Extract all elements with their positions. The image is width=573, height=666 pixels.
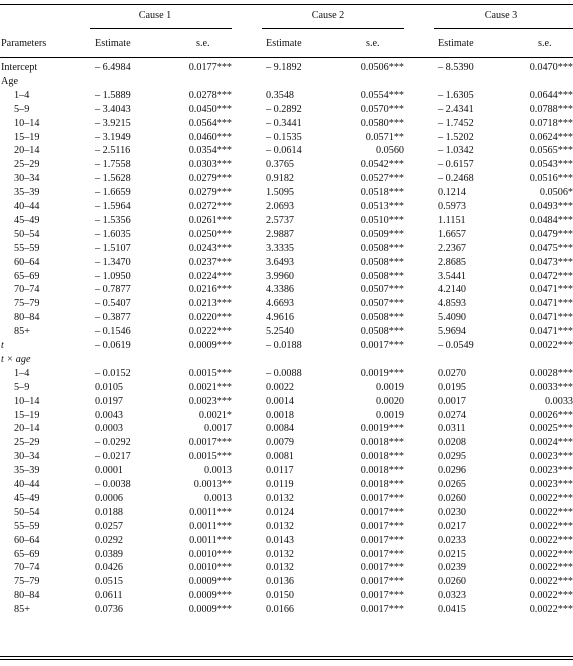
cause-3-se-cell: 0.0479*** (529, 228, 573, 240)
cause-2-se-cell: 0.0019 (375, 409, 404, 421)
cause-3-se-cell: 0.0022*** (529, 548, 573, 560)
cause-2-se-cell: 0.0507*** (360, 298, 404, 310)
cause-2-se-cell: 0.0020 (375, 395, 404, 407)
cause-2-estimate-cell: – 0.0188 (266, 340, 302, 351)
cause-3-estimate-cell: 0.0311 (438, 423, 466, 435)
row-label: 70–74 (14, 562, 40, 574)
cause-1-estimate-cell: – 0.0619 (95, 340, 131, 351)
cause-2-se-cell: 0.0019*** (360, 367, 404, 379)
cause-1-se-cell: 0.0460*** (188, 131, 232, 143)
cause-2-estimate-header: Estimate (266, 38, 302, 49)
cause-3-estimate-cell: 5.9694 (438, 326, 467, 338)
row-label: 75–79 (14, 576, 40, 588)
cause-2-se-cell: 0.0019*** (360, 423, 404, 435)
cause-1-se-cell: 0.0564*** (188, 117, 232, 129)
cause-3-estimate-cell: 0.0260 (438, 576, 467, 588)
cause-3-estimate-cell: – 1.7452 (438, 117, 474, 129)
row-label: 25–29 (14, 159, 40, 171)
cause-3-se-cell: 0.0471*** (529, 284, 573, 296)
cause-3-estimate-cell: – 8.5390 (438, 62, 474, 73)
row-label: 50–54 (14, 228, 40, 240)
cause-2-se-cell: 0.0017*** (360, 604, 404, 616)
cause-1-estimate-cell: – 1.6659 (95, 187, 131, 199)
cause-3-se-cell: 0.0516*** (529, 173, 573, 185)
cause-3-estimate-cell: 3.5441 (438, 270, 467, 282)
cause-2-se-cell: 0.0560 (375, 145, 404, 157)
cause-2-estimate-cell: 0.0084 (266, 423, 295, 435)
cause-3-se-cell: 0.0624*** (529, 131, 573, 143)
cause-1-se-cell: 0.0177*** (188, 62, 232, 73)
row-label: 15–19 (14, 409, 40, 421)
cause-3-se-cell: 0.0471*** (529, 326, 573, 338)
cause-2-estimate-cell: 0.0132 (266, 520, 295, 532)
cause-3-estimate-cell: 0.0208 (438, 437, 467, 449)
cause-1-se-cell: 0.0011*** (189, 520, 232, 532)
cause-1-estimate-cell: 0.0426 (95, 562, 124, 574)
cause-2-se-cell: 0.0017*** (360, 492, 404, 504)
cause-2-se-cell: 0.0017*** (360, 506, 404, 518)
cause-3-se-cell: 0.0506* (539, 187, 573, 199)
cause-3-se-cell: 0.0026*** (529, 409, 573, 421)
cause-3-estimate-cell: 0.1214 (438, 187, 467, 199)
cause-1-se-cell: 0.0017 (203, 423, 232, 435)
row-label: 15–19 (14, 131, 40, 143)
cause-3-se-cell: 0.0022*** (529, 562, 573, 574)
cause-3-estimate-cell: 4.8593 (438, 298, 467, 310)
cause-1-estimate-cell: – 0.7877 (95, 284, 131, 296)
cause-3-se-cell: 0.0473*** (529, 256, 573, 268)
cause-3-se-cell: 0.0033 (544, 395, 573, 407)
cause-1-se-cell: 0.0450*** (188, 103, 232, 115)
cause-3-se-cell: 0.0472*** (529, 270, 573, 282)
cause-2-se-cell: 0.0554*** (360, 89, 404, 101)
cause-2-estimate-cell: 3.3335 (266, 242, 295, 254)
row-label: 20–14 (14, 423, 40, 435)
cause-2-se-cell: 0.0513*** (360, 201, 404, 212)
cause-2-estimate-cell: 0.0132 (266, 562, 295, 574)
cause-1-se-cell: 0.0243*** (188, 242, 232, 254)
row-label: Intercept (1, 62, 38, 73)
cause-2-estimate-cell: 4.6693 (266, 298, 295, 310)
cause-3-estimate-cell: 1.6657 (438, 228, 467, 240)
cause-2-estimate-cell: 0.0150 (266, 590, 295, 602)
cause-2-estimate-cell: – 0.2892 (266, 103, 302, 115)
cause-3-estimate-cell: 2.8685 (438, 256, 467, 268)
cause-1-estimate-cell: – 0.0292 (95, 437, 131, 449)
row-label: 45–49 (14, 214, 40, 226)
cause-3-se-cell: 0.0022*** (529, 520, 573, 532)
cause-2-se-cell: 0.0571** (365, 131, 404, 143)
cause-1-estimate-header: Estimate (95, 38, 131, 49)
cause-2-estimate-cell: 0.0018 (266, 409, 295, 421)
cause-3-estimate-cell: 0.0017 (438, 395, 467, 407)
cause-1-se-cell: 0.0216*** (188, 284, 232, 296)
cause-1-se-cell: 0.0013 (203, 492, 232, 504)
cause-3-se-cell: 0.0470*** (529, 62, 573, 73)
cause-1-estimate-cell: – 3.9215 (95, 117, 131, 129)
cause-1-estimate-cell: – 3.4043 (95, 103, 131, 115)
cause-3-estimate-cell: 0.0415 (438, 604, 467, 616)
row-label: 10–14 (14, 395, 40, 407)
cause-1-se-cell: 0.0017*** (188, 437, 232, 449)
cause-1-estimate-cell: – 1.5964 (95, 201, 131, 212)
cause-2-estimate-cell: 0.0166 (266, 604, 295, 616)
row-label: 85+ (14, 604, 30, 616)
cause-3-estimate-cell: – 0.6157 (438, 159, 474, 171)
cause-1-se-cell: 0.0224*** (188, 270, 232, 282)
cause-1-se-cell: 0.0011*** (189, 534, 232, 546)
row-label: 30–34 (14, 173, 40, 185)
cause-1-se-cell: 0.0279*** (188, 173, 232, 185)
row-label: 5–9 (14, 103, 30, 115)
row-label: 70–74 (14, 284, 40, 296)
cause-1-se-cell: 0.0011*** (189, 506, 232, 518)
cause-1-estimate-cell: 0.0515 (95, 576, 124, 588)
cause-3-estimate-cell: 1.1151 (438, 214, 466, 226)
cause-2-estimate-cell: 0.3765 (266, 159, 295, 171)
cause-2-se-cell: 0.0570*** (360, 103, 404, 115)
cause-2-se-cell: 0.0508*** (360, 326, 404, 338)
cause-2-estimate-cell: 2.5737 (266, 214, 295, 226)
cause-1-se-cell: 0.0021*** (188, 381, 232, 393)
cause-2-se-cell: 0.0017*** (360, 590, 404, 602)
cause-3-estimate-cell: 2.2367 (438, 242, 467, 254)
cause-1-estimate-cell: 0.0197 (95, 395, 124, 407)
top-rule (0, 4, 573, 5)
cause-1-estimate-cell: – 0.5407 (95, 298, 131, 310)
cause-2-se-cell: 0.0527*** (360, 173, 404, 185)
row-label: 10–14 (14, 117, 40, 129)
cause-2-se-cell: 0.0508*** (360, 256, 404, 268)
cause-3-estimate-cell: – 0.0549 (438, 340, 474, 351)
cause-3-se-cell: 0.0023*** (529, 479, 573, 490)
cause-2-se-cell: 0.0017*** (360, 548, 404, 560)
row-label: 25–29 (14, 437, 40, 449)
section-label: t × age (1, 353, 31, 365)
cause-2-estimate-cell: 0.3548 (266, 89, 295, 101)
cause-2-estimate-cell: 3.6493 (266, 256, 295, 268)
cause-1-estimate-cell: – 0.0217 (95, 451, 131, 463)
cause-2-se-cell: 0.0509*** (360, 228, 404, 240)
row-label: 35–39 (14, 187, 40, 199)
cause-3-se-header: s.e. (538, 38, 552, 49)
cause-2-se-cell: 0.0510*** (360, 214, 404, 226)
cause-3-se-cell: 0.0028*** (529, 367, 573, 379)
cause-1-se-cell: 0.0013 (203, 465, 232, 477)
cause-3-se-cell: 0.0484*** (529, 214, 573, 226)
row-label: 45–49 (14, 492, 40, 504)
row-label: 85+ (14, 326, 30, 338)
cause-3-estimate-cell: 0.0274 (438, 409, 467, 421)
cause-2-estimate-cell: 0.9182 (266, 173, 295, 185)
cause-2-estimate-cell: 0.0081 (266, 451, 295, 463)
cause-3-estimate-cell: 5.4090 (438, 312, 467, 324)
cause-3-estimate-cell: 0.0296 (438, 465, 467, 477)
cause-2-estimate-cell: – 0.0088 (266, 367, 302, 379)
cause-3-estimate-cell: – 2.4341 (438, 103, 474, 115)
cause-1-se-cell: 0.0213*** (188, 298, 232, 310)
cause-1-header: Cause 1 (138, 10, 172, 21)
cause-3-se-cell: 0.0023*** (529, 465, 573, 477)
cause-1-se-cell: 0.0278*** (188, 89, 232, 101)
cause-1-estimate-cell: – 6.4984 (95, 62, 131, 73)
cause-1-estimate-cell: 0.0006 (95, 492, 124, 504)
cause-3-header: Cause 3 (484, 10, 518, 21)
row-label: 60–64 (14, 256, 40, 268)
cause-1-se-cell: 0.0237*** (188, 256, 232, 268)
cause-2-se-cell: 0.0580*** (360, 117, 404, 129)
cause-2-estimate-cell: – 9.1892 (266, 62, 302, 73)
cause-2-se-cell: 0.0518*** (360, 187, 404, 199)
cause-1-se-cell: 0.0023*** (188, 395, 232, 407)
row-label: 80–84 (14, 590, 40, 602)
cause-2-estimate-cell: 3.9960 (266, 270, 295, 282)
cause-1-se-cell: 0.0009*** (188, 340, 232, 351)
cause-2-se-cell: 0.0017*** (360, 534, 404, 546)
cause-1-se-cell: 0.0015*** (188, 451, 232, 463)
cause-2-se-cell: 0.0018*** (360, 465, 404, 477)
cause-2-se-cell: 0.0017*** (360, 562, 404, 574)
cause-2-se-cell: 0.0018*** (360, 437, 404, 449)
cause-1-se-cell: 0.0010*** (188, 562, 232, 574)
cause-3-estimate-cell: 0.0239 (438, 562, 467, 574)
cause-2-estimate-cell: – 0.0614 (266, 145, 302, 157)
cause-2-estimate-cell: 2.9887 (266, 228, 295, 240)
cause-3-estimate-cell: 0.0260 (438, 492, 467, 504)
cause-3-estimate-cell: 0.0215 (438, 548, 467, 560)
cause-2-estimate-cell: 0.0136 (266, 576, 295, 588)
cause-3-estimate-cell: – 0.2468 (438, 173, 474, 185)
cause-1-estimate-cell: – 0.3877 (95, 312, 131, 324)
cause-3-estimate-header: Estimate (438, 38, 474, 49)
cause-3-se-cell: 0.0493*** (529, 201, 573, 212)
cause-2-estimate-cell: 5.2540 (266, 326, 295, 338)
cause-3-estimate-cell: 0.0233 (438, 534, 467, 546)
cause-3-se-cell: 0.0022*** (529, 340, 573, 351)
cause-1-estimate-cell: – 0.1546 (95, 326, 131, 338)
cause-3-se-cell: 0.0475*** (529, 242, 573, 254)
cause-3-se-cell: 0.0023*** (529, 451, 573, 463)
cause-1-estimate-cell: – 1.5356 (95, 214, 131, 226)
cause-1-underline (90, 28, 232, 29)
cause-1-estimate-cell: 0.0105 (95, 381, 124, 393)
row-label: 55–59 (14, 520, 40, 532)
cause-2-se-cell: 0.0508*** (360, 242, 404, 254)
cause-2-se-cell: 0.0542*** (360, 159, 404, 171)
cause-3-se-cell: 0.0565*** (529, 145, 573, 157)
cause-3-estimate-cell: 0.0230 (438, 506, 467, 518)
header-rule (0, 57, 573, 58)
cause-1-se-cell: 0.0015*** (188, 367, 232, 379)
cause-3-underline (434, 28, 573, 29)
cause-3-se-cell: 0.0718*** (529, 117, 573, 129)
row-label: 60–64 (14, 534, 40, 546)
cause-2-se-cell: 0.0018*** (360, 479, 404, 490)
cause-3-estimate-cell: 0.0265 (438, 479, 467, 490)
cause-2-estimate-cell: 2.0693 (266, 201, 295, 212)
cause-1-estimate-cell: – 1.5107 (95, 242, 131, 254)
cause-2-estimate-cell: 1.5095 (266, 187, 295, 199)
cause-1-se-cell: 0.0009*** (188, 576, 232, 588)
cause-2-se-cell: 0.0506*** (360, 62, 404, 73)
cause-2-estimate-cell: 0.0079 (266, 437, 295, 449)
cause-2-se-cell: 0.0017*** (360, 576, 404, 588)
cause-1-se-cell: 0.0009*** (188, 604, 232, 616)
cause-3-se-cell: 0.0022*** (529, 604, 573, 616)
cause-2-se-cell: 0.0507*** (360, 284, 404, 296)
cause-3-se-cell: 0.0024*** (529, 437, 573, 449)
cause-3-se-cell: 0.0644*** (529, 89, 573, 101)
cause-2-se-cell: 0.0017*** (360, 340, 404, 351)
cause-3-estimate-cell: 0.0270 (438, 367, 467, 379)
cause-2-estimate-cell: 0.0132 (266, 548, 295, 560)
cause-1-estimate-cell: 0.0736 (95, 604, 124, 616)
cause-1-se-cell: 0.0354*** (188, 145, 232, 157)
cause-3-se-cell: 0.0788*** (529, 103, 573, 115)
cause-2-estimate-cell: 0.0143 (266, 534, 295, 546)
cause-3-estimate-cell: 0.5973 (438, 201, 467, 212)
row-label: 20–14 (14, 145, 40, 157)
cause-2-se-cell: 0.0508*** (360, 270, 404, 282)
cause-1-se-cell: 0.0222*** (188, 326, 232, 338)
cause-3-se-cell: 0.0022*** (529, 506, 573, 518)
cause-2-se-cell: 0.0017*** (360, 520, 404, 532)
cause-3-estimate-cell: – 1.6305 (438, 89, 474, 101)
cause-2-estimate-cell: – 0.3441 (266, 117, 302, 129)
cause-2-estimate-cell: 4.9616 (266, 312, 295, 324)
row-label: 1–4 (14, 367, 30, 379)
cause-3-estimate-cell: 0.0195 (438, 381, 467, 393)
cause-1-estimate-cell: – 1.0950 (95, 270, 131, 282)
cause-1-estimate-cell: – 1.3470 (95, 256, 131, 268)
cause-2-estimate-cell: 0.0117 (266, 465, 294, 477)
cause-1-estimate-cell: – 1.6035 (95, 228, 131, 240)
cause-3-se-cell: 0.0471*** (529, 298, 573, 310)
cause-1-estimate-cell: – 0.0038 (95, 479, 131, 490)
row-label: 1–4 (14, 89, 30, 101)
row-label: 30–34 (14, 451, 40, 463)
cause-1-estimate-cell: – 0.0152 (95, 367, 131, 379)
cause-2-estimate-cell: 4.3386 (266, 284, 295, 296)
cause-1-estimate-cell: – 1.5628 (95, 173, 131, 185)
cause-1-estimate-cell: 0.0003 (95, 423, 124, 435)
cause-3-se-cell: 0.0022*** (529, 576, 573, 588)
cause-2-se-header: s.e. (366, 38, 380, 49)
cause-1-estimate-cell: 0.0188 (95, 506, 124, 518)
row-label: t (1, 340, 4, 351)
cause-2-estimate-cell: – 0.1535 (266, 131, 302, 143)
cause-1-se-header: s.e. (196, 38, 210, 49)
cause-1-se-cell: 0.0250*** (188, 228, 232, 240)
cause-1-estimate-cell: 0.0001 (95, 465, 124, 477)
cause-2-se-cell: 0.0508*** (360, 312, 404, 324)
cause-1-estimate-cell: 0.0043 (95, 409, 124, 421)
row-label: 35–39 (14, 465, 40, 477)
cause-3-se-cell: 0.0025*** (529, 423, 573, 435)
cause-2-se-cell: 0.0018*** (360, 451, 404, 463)
cause-1-estimate-cell: – 1.7558 (95, 159, 131, 171)
cause-3-se-cell: 0.0022*** (529, 492, 573, 504)
cause-3-estimate-cell: – 1.5202 (438, 131, 474, 143)
cause-2-estimate-cell: 0.0022 (266, 381, 295, 393)
row-label: 5–9 (14, 381, 30, 393)
cause-1-estimate-cell: 0.0257 (95, 520, 124, 532)
cause-3-se-cell: 0.0471*** (529, 312, 573, 324)
cause-2-estimate-cell: 0.0014 (266, 395, 295, 407)
cause-1-se-cell: 0.0272*** (188, 201, 232, 212)
row-label: 75–79 (14, 298, 40, 310)
cause-2-header: Cause 2 (311, 10, 345, 21)
cause-1-se-cell: 0.0303*** (188, 159, 232, 171)
row-label: 55–59 (14, 242, 40, 254)
row-label: 80–84 (14, 312, 40, 324)
cause-1-estimate-cell: 0.0389 (95, 548, 124, 560)
cause-2-estimate-cell: 0.0119 (266, 479, 294, 490)
cause-3-se-cell: 0.0022*** (529, 590, 573, 602)
row-label: 65–69 (14, 548, 40, 560)
row-label: 50–54 (14, 506, 40, 518)
cause-1-se-cell: 0.0279*** (188, 187, 232, 199)
cause-3-se-cell: 0.0543*** (529, 159, 573, 171)
cause-1-se-cell: 0.0021* (198, 409, 232, 421)
cause-2-underline (262, 28, 404, 29)
row-label: 40–44 (14, 201, 40, 212)
bottom-rule-1 (0, 656, 573, 657)
cause-1-se-cell: 0.0220*** (188, 312, 232, 324)
cause-1-se-cell: 0.0010*** (188, 548, 232, 560)
cause-2-estimate-cell: 0.0132 (266, 492, 295, 504)
cause-3-se-cell: 0.0022*** (529, 534, 573, 546)
cause-1-se-cell: 0.0013** (193, 479, 232, 490)
section-label: Age (1, 75, 18, 87)
cause-1-estimate-cell: – 3.1949 (95, 131, 131, 143)
cause-2-estimate-cell: 0.0124 (266, 506, 295, 518)
row-label: 40–44 (14, 479, 40, 490)
parameters-header: Parameters (1, 38, 47, 49)
row-label: 65–69 (14, 270, 40, 282)
cause-1-se-cell: 0.0009*** (188, 590, 232, 602)
cause-1-se-cell: 0.0261*** (188, 214, 232, 226)
cause-1-estimate-cell: – 1.5889 (95, 89, 131, 101)
cause-3-estimate-cell: 0.0217 (438, 520, 467, 532)
cause-3-se-cell: 0.0033*** (529, 381, 573, 393)
cause-1-estimate-cell: 0.0292 (95, 534, 124, 546)
cause-2-se-cell: 0.0019 (375, 381, 404, 393)
cause-3-estimate-cell: 0.0295 (438, 451, 467, 463)
bottom-rule-2 (0, 659, 573, 660)
cause-1-estimate-cell: – 2.5116 (95, 145, 131, 157)
cause-3-estimate-cell: 4.2140 (438, 284, 467, 296)
cause-1-estimate-cell: 0.0611 (95, 590, 123, 602)
cause-3-estimate-cell: 0.0323 (438, 590, 467, 602)
cause-3-estimate-cell: – 1.0342 (438, 145, 474, 157)
